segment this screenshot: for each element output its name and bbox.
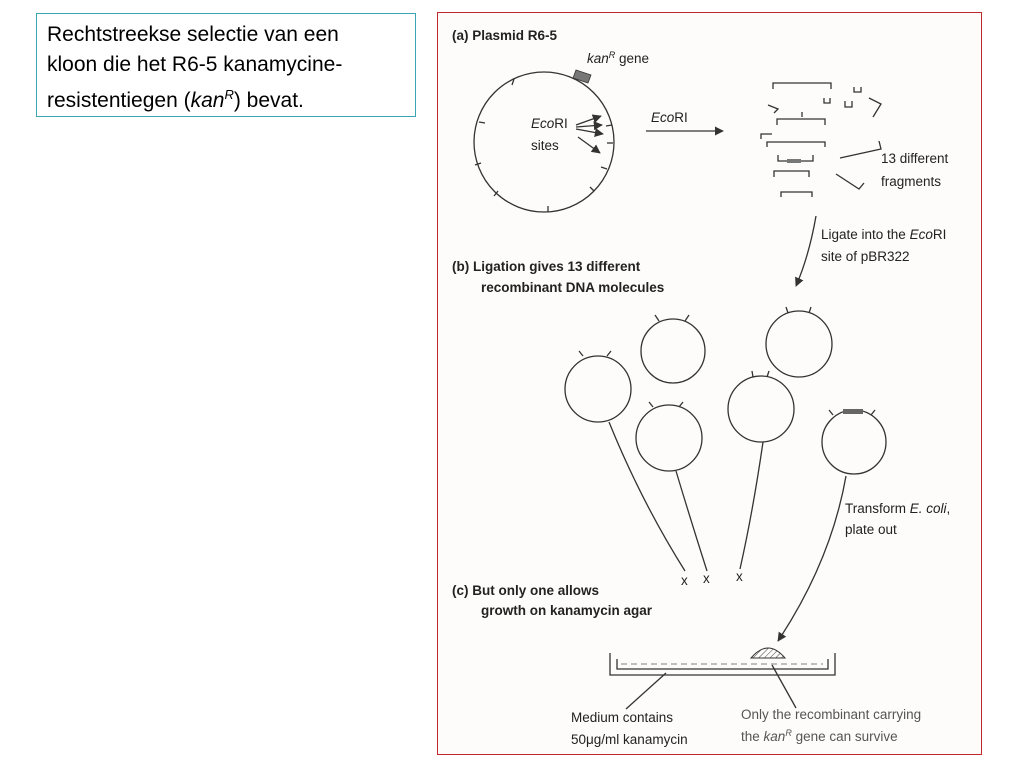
recombinant-plasmid-kanr bbox=[822, 409, 886, 474]
ligate-arrow bbox=[796, 216, 816, 286]
kan-gene-rest: gene bbox=[615, 51, 650, 66]
dna-fragments bbox=[761, 83, 881, 197]
figure-frame bbox=[437, 12, 982, 755]
failed-transformation-lines bbox=[609, 422, 763, 571]
x-mark-1: x bbox=[681, 573, 688, 588]
ecori-site-arrows bbox=[576, 116, 603, 153]
recombinant-plasmid-4 bbox=[728, 371, 794, 442]
ecori-sites-label bbox=[531, 116, 568, 131]
caption-line-3-post: ) bevat. bbox=[233, 89, 304, 112]
transform-arrow bbox=[778, 476, 846, 641]
ligate-line-1 bbox=[821, 227, 946, 242]
recombinant-plasmid-3 bbox=[636, 402, 702, 471]
kan-gene-italic: kan bbox=[587, 51, 609, 66]
ligate-pre: Ligate into the bbox=[821, 227, 910, 242]
panel-a-heading: (a) Plasmid R6-5 bbox=[452, 28, 558, 43]
ecori-rest: RI bbox=[554, 116, 568, 131]
caption-line-1: Rechtstreekse selectie van een bbox=[47, 23, 339, 46]
survive-pre: the bbox=[741, 729, 764, 744]
recombinant-plasmid-2 bbox=[641, 315, 705, 383]
ecori-digest-rest: RI bbox=[674, 110, 688, 125]
ligate-italic: Eco bbox=[909, 227, 933, 242]
caption-line-2: kloon die het R6-5 kanamycine- bbox=[47, 53, 343, 76]
surviving-colony bbox=[751, 648, 785, 658]
ligate-line-2: site of pBR322 bbox=[821, 249, 910, 264]
transform-post: , bbox=[946, 501, 951, 516]
medium-line-2: 50μg/ml kanamycin bbox=[571, 732, 688, 747]
panel-b-heading-2: recombinant DNA molecules bbox=[481, 280, 665, 295]
survive-line-1: Only the recombinant carrying bbox=[741, 707, 922, 722]
panel-c-heading-1: (c) But only one allows bbox=[452, 583, 600, 598]
ligate-post: RI bbox=[932, 227, 947, 242]
caption-box bbox=[36, 13, 416, 117]
ecori-digest-italic: Eco bbox=[651, 110, 675, 125]
fragments-line-2: fragments bbox=[881, 174, 942, 189]
kan-gene-label bbox=[587, 50, 649, 66]
transform-line-1 bbox=[845, 501, 950, 516]
transform-line-2: plate out bbox=[845, 522, 897, 537]
medium-pointer bbox=[626, 673, 666, 709]
caption-kan-italic: kan bbox=[190, 89, 225, 112]
recombinant-plasmid-5 bbox=[766, 307, 832, 377]
recombinant-plasmid-1 bbox=[565, 351, 631, 422]
kan-gene-sup: R bbox=[608, 50, 616, 60]
transform-italic: E. coli bbox=[909, 501, 947, 516]
survive-line-2 bbox=[741, 728, 898, 744]
medium-line-1: Medium contains bbox=[571, 710, 674, 725]
survive-italic: kan bbox=[763, 729, 786, 744]
transform-pre: Transform bbox=[845, 501, 910, 516]
panel-b-heading-1: (b) Ligation gives 13 different bbox=[452, 259, 641, 274]
agar-plate bbox=[610, 648, 835, 675]
x-mark-2: x bbox=[703, 571, 710, 586]
x-mark-3: x bbox=[736, 569, 743, 584]
caption-line-3-pre: resistentiegen ( bbox=[47, 89, 191, 112]
cloning-diagram bbox=[438, 13, 981, 754]
caption-kan-sup: R bbox=[224, 87, 234, 102]
recombinant-plasmids bbox=[565, 307, 886, 474]
ecori-italic: Eco bbox=[531, 116, 555, 131]
colony-pointer bbox=[772, 665, 796, 708]
panel-c-heading-2: growth on kanamycin agar bbox=[481, 603, 653, 618]
survive-post: gene can survive bbox=[791, 729, 898, 744]
fragments-line-1: 13 different bbox=[881, 151, 949, 166]
sites-label: sites bbox=[531, 138, 559, 153]
caption-line-3 bbox=[47, 80, 405, 116]
ecori-digest-label bbox=[651, 110, 688, 125]
survive-sup: R bbox=[785, 728, 792, 738]
